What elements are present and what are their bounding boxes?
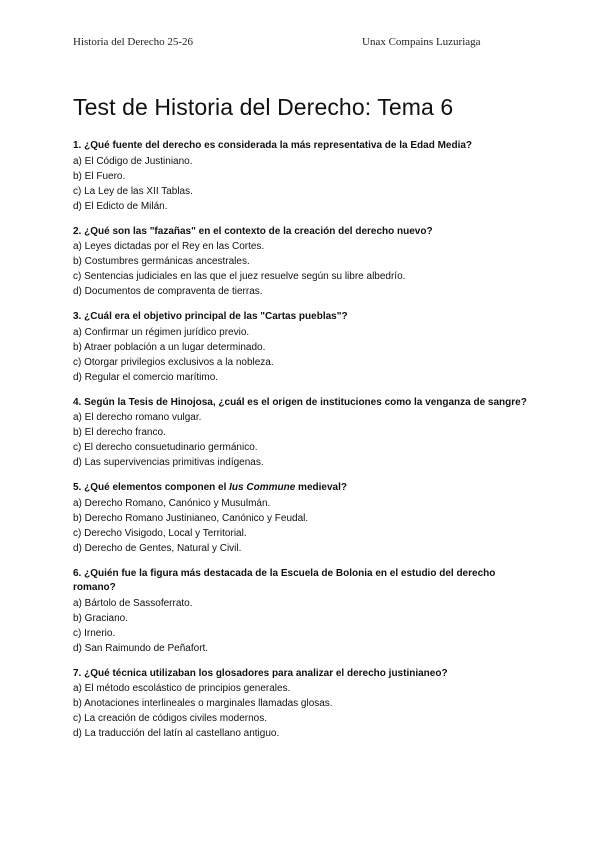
answer-option: b) Derecho Romano Justinianeo, Canónico y Feudal. — [73, 512, 309, 524]
question-text: 4. Según la Tesis de Hinojosa, ¿cuál es el origen de instituciones como la venganza de sangre? — [73, 396, 527, 408]
question-list — [73, 139, 533, 752]
answer-option: d) Las supervivencias primitivas indígenas. — [73, 457, 264, 468]
answer-option: d) Derecho de Gentes, Natural y Civil. — [73, 542, 242, 554]
answer-option: a) El derecho romano vulgar. — [73, 412, 202, 423]
header-author: Unax Compains Luzuriaga — [362, 36, 481, 48]
question-5 — [73, 481, 533, 556]
question-text-italic: Ius Commune — [229, 482, 296, 493]
answer-option: a) Bártolo de Sassoferrato. — [73, 597, 193, 609]
answer-option: c) Otorgar privilegios exclusivos a la nobleza. — [73, 356, 274, 368]
question-3 — [73, 310, 533, 385]
answer-option: a) Leyes dictadas por el Rey en las Cortes. — [73, 241, 265, 252]
answer-option: b) Anotaciones interlineales o marginales llamadas glosas. — [73, 698, 333, 709]
answer-option: b) Atraer población a un lugar determinado. — [73, 341, 266, 353]
question-text: 1. ¿Qué fuente del derecho es considerada la más representativa de la Edad Media? — [73, 140, 473, 151]
answer-option: b) El derecho franco. — [73, 427, 166, 438]
question-6 — [73, 567, 533, 656]
answer-option: d) Regular el comercio marítimo. — [73, 371, 219, 383]
header-course: Historia del Derecho 25-26 — [73, 36, 194, 48]
answer-option: c) Derecho Visigodo, Local y Territorial. — [73, 527, 247, 539]
question-text: 6. ¿Quién fue la figura más destacada de la Escuela de Bolonia en el estudio del derecho romano? — [73, 567, 496, 593]
question-text — [73, 481, 533, 496]
answer-option: b) Graciano. — [73, 612, 129, 624]
question-text: 7. ¿Qué técnica utilizaban los glosadores para analizar el derecho justinianeo? — [73, 667, 448, 679]
answer-option: d) La traducción del latín al castellano antiguo. — [73, 728, 280, 739]
answer-option: c) La Ley de las XII Tablas. — [73, 185, 193, 197]
answer-option: d) San Raimundo de Peñafort. — [73, 642, 209, 654]
answer-option: c) El derecho consuetudinario germánico. — [73, 442, 258, 453]
answer-option: c) Sentencias judiciales en las que el juez resuelve según su libre albedrío. — [73, 271, 406, 282]
question-4 — [73, 396, 533, 471]
question-2 — [73, 225, 533, 300]
question-text-end: medieval? — [295, 482, 347, 493]
question-text: 2. ¿Qué son las "fazañas" en el contexto de la creación del derecho nuevo? — [73, 225, 433, 237]
answer-option: b) Costumbres germánicas ancestrales. — [73, 256, 250, 267]
answer-option: b) El Fuero. — [73, 170, 126, 182]
answer-option: d) El Edicto de Milán. — [73, 200, 168, 212]
question-1 — [73, 139, 533, 214]
answer-option: a) El Código de Justiniano. — [73, 155, 193, 167]
question-text: 3. ¿Cuál era el objetivo principal de las "Cartas pueblas"? — [73, 311, 348, 322]
answer-option: a) Derecho Romano, Canónico y Musulmán. — [73, 497, 271, 509]
answer-option: c) Irnerio. — [73, 627, 116, 639]
answer-option: a) Confirmar un régimen jurídico previo. — [73, 326, 250, 338]
page-title: Test de Historia del Derecho: Tema 6 — [73, 94, 454, 120]
question-text-start: 5. ¿Qué elementos componen el — [73, 482, 230, 493]
question-7 — [73, 667, 533, 742]
answer-option: d) Documentos de compraventa de tierras. — [73, 286, 263, 297]
answer-option: c) La creación de códigos civiles modernos. — [73, 713, 267, 724]
answer-option: a) El método escolástico de principios generales. — [73, 683, 291, 694]
